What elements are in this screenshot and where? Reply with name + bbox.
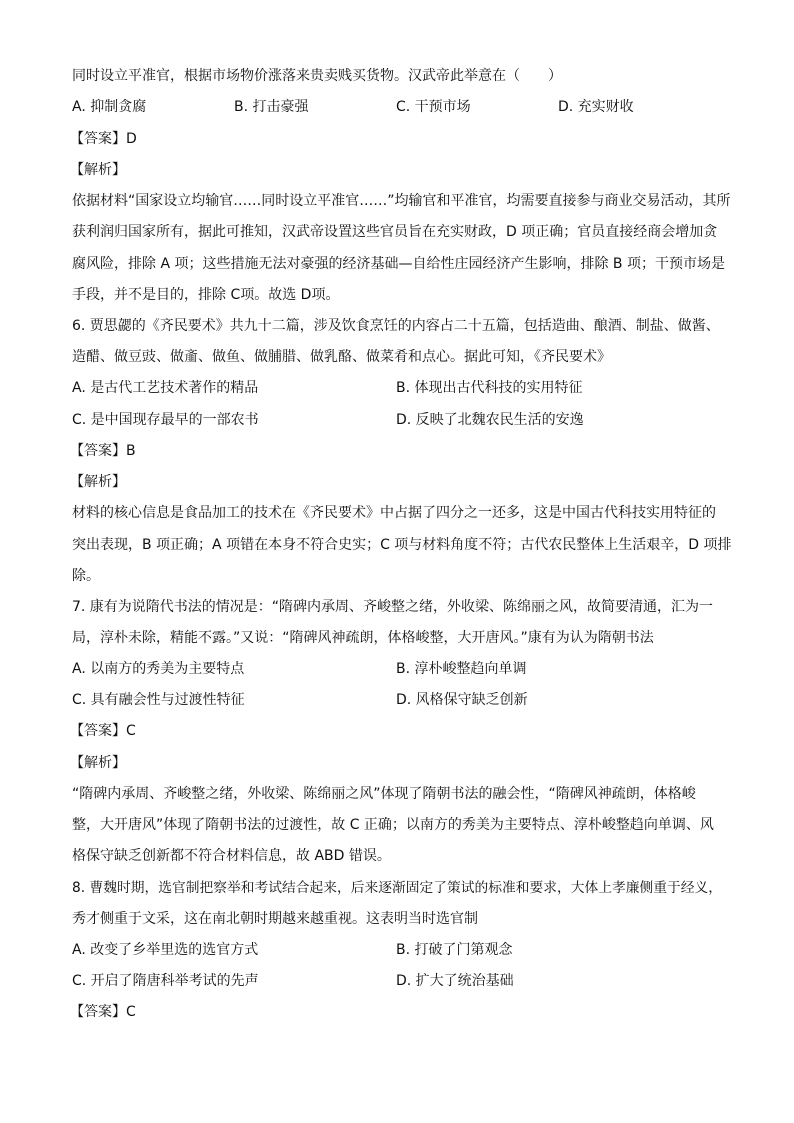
q5-stem: 同时设立平准官，根据市场物价涨落来贵卖贱买货物。汉武帝此举意在（ ） (72, 68, 562, 84)
q7-stem-line: 局，淳朴未除，精能不露。”又说：“隋碑风神疏朗，体格峻整，大开唐风。”康有为认为隋朝书法 (72, 630, 654, 646)
q5-analysis-line: 腐风险，排除 A 项；这些措施无法对豪强的经济基础—自给性庄园经济产生影响，排除 B 项；干预市场是 (72, 256, 725, 272)
q5-answer: 【答案】D (70, 131, 137, 147)
q5-analysis-label: 【解析】 (70, 162, 126, 178)
q6-analysis-line: 材料的核心信息是食品加工的技术在《齐民要术》中占据了四分之一还多，这是中国古代科技实用特征的 (72, 505, 716, 521)
q5-analysis-line: 获利润归国家所有，据此可推知，汉武帝设置这些官员旨在充实财政，D 项正确；官员直接经商会增加贪 (72, 224, 718, 240)
q5-option-b: B. 打击豪强 (234, 99, 309, 115)
q6-stem-line: 造醋、做豆豉、做齑、做鱼、做脯腊、做乳酪、做菜肴和点心。据此可知，《齐民要术》 (72, 349, 611, 365)
q5-analysis-line: 依据材料“国家设立均输官……同时设立平准官……”均输官和平准官，均需要直接参与商业交易活动，其所 (72, 193, 731, 209)
q7-option-a: A. 以南方的秀美为主要特点 (72, 661, 245, 677)
q5-option-a: A. 抑制贪腐 (72, 99, 147, 115)
q6-stem-line: 6. 贾思勰的《齐民要术》共九十二篇，涉及饮食烹饪的内容占二十五篇，包括造曲、酿酒、制盐、做酱、 (72, 318, 720, 334)
q7-analysis-line: “隋碑内承周、齐峻整之绪，外收梁、陈绵丽之风”体现了隋朝书法的融会性，“隋碑风神疏朗，体格峻 (72, 786, 696, 802)
q7-stem-line: 7. 康有为说隋代书法的情况是：“隋碑内承周、齐峻整之绪，外收梁、陈绵丽之风，故简要清通，汇为一 (72, 599, 714, 615)
q6-option-c: C. 是中国现存最早的一部农书 (72, 412, 259, 428)
q8-stem-line: 8. 曹魏时期，选官制把察举和考试结合起来，后来逐渐固定了策试的标准和要求，大体上孝廉侧重于经义， (72, 880, 722, 896)
q8-answer: 【答案】C (70, 1004, 136, 1020)
q6-analysis-line: 突出表现，B 项正确；A 项错在本身不符合史实；C 项与材料角度不符；古代农民整体上生活艰辛，D 项排 (72, 537, 732, 553)
q6-analysis-line: 除。 (72, 568, 100, 584)
q6-option-b: B. 体现出古代科技的实用特征 (396, 380, 583, 396)
q7-option-b: B. 淳朴峻整趋向单调 (396, 661, 527, 677)
q8-option-a: A. 改变了乡举里选的选官方式 (72, 942, 259, 958)
q8-option-b: B. 打破了门第观念 (396, 942, 513, 958)
q8-stem-line: 秀才侧重于文采，这在南北朝时期越来越重视。这表明当时选官制 (72, 911, 478, 927)
q5-option-d: D. 充实财收 (558, 99, 634, 115)
q7-answer: 【答案】C (70, 723, 136, 739)
q6-answer: 【答案】B (70, 443, 136, 459)
q8-option-c: C. 开启了隋唐科举考试的先声 (72, 973, 259, 989)
q6-option-a: A. 是古代工艺技术著作的精品 (72, 380, 259, 396)
q7-option-d: D. 风格保守缺乏创新 (396, 692, 528, 708)
q6-option-d: D. 反映了北魏农民生活的安逸 (396, 412, 584, 428)
q7-analysis-label: 【解析】 (70, 755, 126, 771)
q5-analysis-line: 手段，并不是目的，排除 C项。故选 D项。 (72, 287, 340, 303)
q8-option-d: D. 扩大了统治基础 (396, 973, 514, 989)
q7-analysis-line: 格保守缺乏创新都不符合材料信息，故 ABD 错误。 (72, 848, 391, 864)
q7-option-c: C. 具有融会性与过渡性特征 (72, 692, 245, 708)
q5-option-c: C. 干预市场 (396, 99, 471, 115)
q6-analysis-label: 【解析】 (70, 474, 126, 490)
q7-analysis-line: 整，大开唐风”体现了隋朝书法的过渡性，故 C 正确；以南方的秀美为主要特点、淳朴峻整趋向单调、风 (72, 817, 714, 833)
